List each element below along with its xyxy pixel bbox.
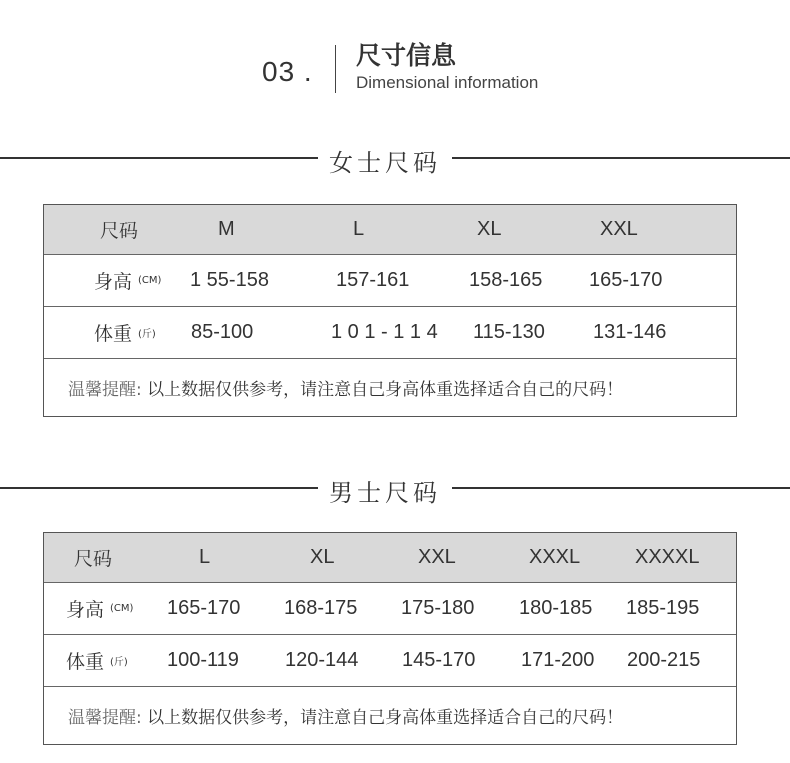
weight-label: 体重 xyxy=(66,651,105,673)
table-row-height xyxy=(44,583,736,635)
height-value-l: 165-170 xyxy=(167,597,241,619)
weight-value-xxxl: 171-200 xyxy=(521,649,595,671)
note-lead: 温馨提醒: xyxy=(68,708,142,728)
men-heading-divider xyxy=(0,473,790,507)
height-value-xxl: 165-170 xyxy=(589,269,663,291)
note-lead: 温馨提醒: xyxy=(68,380,142,400)
height-value-xxxl: 180-185 xyxy=(519,597,593,619)
divider-line-left xyxy=(0,487,318,489)
weight-label: 体重 xyxy=(94,323,133,345)
weight-value-m: 85-100 xyxy=(191,321,254,343)
column-header-xl: XL xyxy=(477,218,502,240)
column-header-xxl: XXL xyxy=(418,546,456,568)
weight-value-l: 1 0 1 - 1 1 4 xyxy=(331,321,438,343)
table-header-row xyxy=(44,205,736,255)
column-header-size: 尺码 xyxy=(100,220,139,242)
weight-value-xxl: 145-170 xyxy=(402,649,476,671)
weight-value-xl: 115-130 xyxy=(473,321,545,343)
weight-value-xxxxl: 200-215 xyxy=(627,649,701,671)
column-header-l: L xyxy=(353,218,365,240)
weight-value-xxl: 131-146 xyxy=(593,321,667,343)
section-header xyxy=(0,0,790,110)
page-title: 尺寸信息 xyxy=(356,41,457,70)
column-header-xxxxl: XXXXL xyxy=(635,546,700,568)
height-value-m: 1 55-158 xyxy=(190,269,269,291)
height-value-xxl: 175-180 xyxy=(401,597,475,619)
row-label-height xyxy=(94,255,161,306)
column-header-xxl: XXL xyxy=(600,218,638,240)
height-label: 身高 xyxy=(94,271,133,293)
height-value-xl: 158-165 xyxy=(469,269,543,291)
column-header-xxxl: XXXL xyxy=(529,546,581,568)
table-note-row xyxy=(44,687,736,744)
men-section-title: 男士尺码 xyxy=(329,479,441,507)
table-header-row xyxy=(44,533,736,583)
table-row-height xyxy=(44,255,736,307)
header-divider xyxy=(335,45,336,93)
column-header-l: L xyxy=(199,546,211,568)
row-label-weight xyxy=(66,635,128,686)
column-header-xl: XL xyxy=(310,546,335,568)
height-value-xl: 168-175 xyxy=(284,597,358,619)
table-row-weight xyxy=(44,307,736,359)
row-label-weight xyxy=(94,307,156,358)
women-section-title: 女士尺码 xyxy=(329,149,441,177)
women-size-table xyxy=(43,204,737,417)
table-note-row xyxy=(44,359,736,416)
height-label: 身高 xyxy=(66,599,105,621)
height-unit: (CM) xyxy=(138,275,162,286)
section-number: 03 . xyxy=(262,56,313,87)
weight-value-xl: 120-144 xyxy=(285,649,359,671)
divider-line-right xyxy=(452,157,790,159)
divider-line-right xyxy=(452,487,790,489)
row-label-height xyxy=(66,583,133,634)
weight-value-l: 100-119 xyxy=(167,649,239,671)
table-row-weight xyxy=(44,635,736,687)
column-header-size: 尺码 xyxy=(74,548,113,570)
height-unit: (CM) xyxy=(110,603,134,614)
size-note xyxy=(68,359,623,416)
size-note xyxy=(68,687,623,744)
divider-line-left xyxy=(0,157,318,159)
weight-unit: (斤) xyxy=(138,329,156,340)
page-subtitle: Dimensional information xyxy=(356,73,539,92)
note-body: 以上数据仅供参考，请注意自己身高体重选择适合自己的尺码！ xyxy=(147,708,624,728)
height-value-l: 157-161 xyxy=(336,269,410,291)
weight-unit: (斤) xyxy=(110,657,128,668)
note-body: 以上数据仅供参考，请注意自己身高体重选择适合自己的尺码！ xyxy=(147,380,624,400)
men-size-table xyxy=(43,532,737,745)
height-value-xxxxl: 185-195 xyxy=(626,597,700,619)
column-header-m: M xyxy=(218,218,235,240)
women-heading-divider xyxy=(0,143,790,177)
